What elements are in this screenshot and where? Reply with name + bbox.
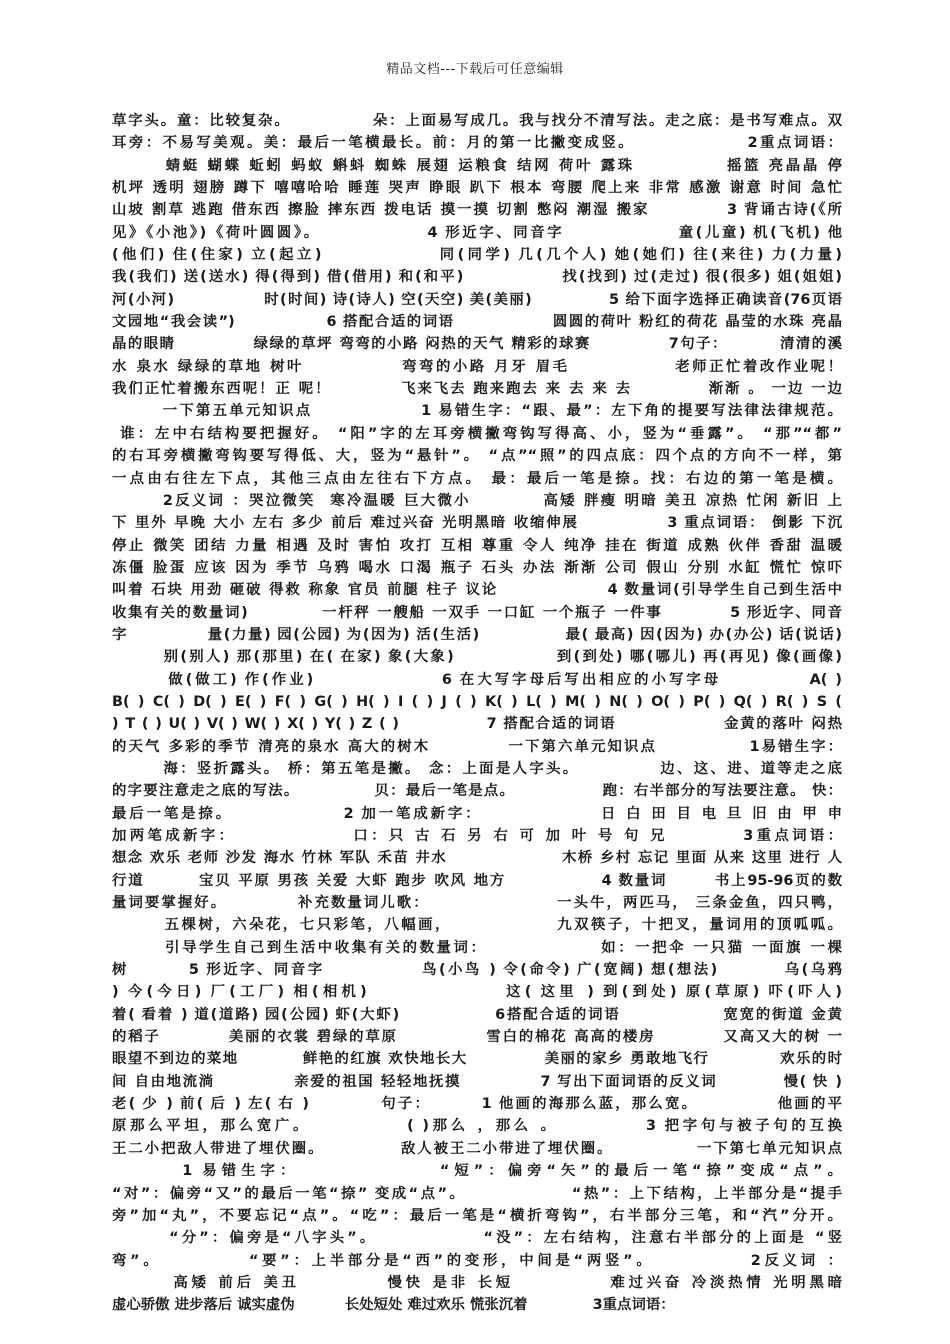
text-line: 晶的眼睛 绿绿的草坪 弯弯的小路 闷热的天气 精彩的球赛 7句子： 清清的溪 [112,336,842,353]
text-line: 的字要注意走之底的写法。 贝：最后一笔是点。 跑：右半部分的写法要注意。 快： [112,783,842,800]
text-line: 一点由右往左下点，其他三点由左往右下方点。 最：最后一笔是捺。找：右边的第一笔是横。 [112,470,842,487]
text-line: 停止 微笑 团结 力量 相遇 及时 害怕 攻打 互相 尊重 令人 纯净 挂在 街道 成熟 伙伴 香甜 温暖 [112,537,842,554]
text-line: B( ) C( ) D( ) E( ) F( ) G( ) H( ) I ( ) J ( ) K( ) L( ) M( ) N( ) O( ) P( ) Q( ) R( ) S ( [112,693,842,710]
text-line: 1 易错生字： “短”：偏旁“矢”的最后一笔“捺”变成“点”。 [112,1163,842,1180]
text-line: 机坪 透明 翅膀 蹲下 嘻嘻哈哈 睡莲 哭声 睁眼 趴下 根本 弯腰 爬上来 非常 感激 谢意 时间 急忙 [112,180,842,197]
text-line: 弯”。 “要”：上半部分是“西”的变形，中间是“两竖”。 2反义词 ： [112,1252,842,1269]
text-line: 间 自由地流淌 亲爱的祖国 轻轻地抚摸 7 写出下面词语的反义词 慢( 快 ) [112,1073,842,1090]
text-line: “对”：偏旁“又”的最后一笔“捺” 变成“点”。 “热”：上下结构，上半部分是“提手 [112,1185,842,1202]
text-line: 收集有关的数量词) 一杆秤 一艘船 一双手 一口缸 一个瓶子 一件事 5 形近字、同音 [112,604,842,621]
text-line: ) 今(今日) 厂(工厂) 相(相机) 这( 这里 ) 到(到处) 原(草原) 吓(吓人) [112,984,842,1001]
text-line: 王二小把敌人带进了埋伏圈。 敌人被王二小带进了埋伏圈。 一下第七单元知识点 [112,1140,842,1157]
text-line: 叫着 石块 用劲 砸破 得救 称象 官员 前腿 柱子 议论 4 数量词(引导学生自己到生活中 [112,582,842,599]
text-line: 草字头。童：比较复杂。 朵：上面易写成几。我与找分不清写法。走之底：是书写难点。双 [112,113,842,129]
text-line: 山坡 割草 逃跑 借东西 擦脸 摔东西 拨电话 摸一摸 切割 憋闷 潮湿 搬家 3 背诵古诗(《所 [112,202,842,219]
text-line: 引导学生自己到生活中收集有关的数量词： 如：一把伞 一只猫 一面旗 一棵 [112,939,842,956]
text-line: 虚心骄傲 进步落后 诚实虚伪 长处短处 难过欢乐 慌张沉着 3重点词语： [112,1297,675,1314]
text-line: 我们正忙着搬东西呢！正 呢！ 飞来飞去 跑来跑去 来 去 来 去 渐渐 。 一边 一边 [112,381,842,398]
page-header: 精品文档---下载后可任意编辑 [386,62,564,77]
text-line: 文园地“我会读”) 6 搭配合适的词语 圆圆的荷叶 粉红的荷花 晶莹的水珠 亮晶 [112,314,842,331]
text-line: 见》《小池》)《荷叶圆圆》。 4 形近字、同音字 童(儿童) 机(飞机) 他 [112,224,842,241]
text-line: 着( 看着 ) 道(道路) 园(公园) 虾(大虾) 6搭配合适的词语 宽宽的街道 金黄 [112,1006,842,1023]
text-line: 水 泉水 绿绿的草地 树叶 弯弯的小路 月牙 眉毛 老师正忙着改作业呢！ [112,358,842,375]
text-line: 行道 宝贝 平原 男孩 关爱 大虾 跑步 吹风 地方 4 数量词 书上95-96页的数 [112,872,842,889]
text-line: 想念 欢乐 老师 沙发 海水 竹林 军队 禾苗 井水 木桥 乡村 忘记 里面 从来 这里 进行 人 [112,850,842,867]
text-line: 五棵树，六朵花，七只彩笔，八幅画， 九双筷子，十把叉，量词用的顶呱呱。 [112,917,842,934]
text-line: 谁：左中右结构要把握好。 “阳”字的左耳旁横撇弯钩写得高、小，竖为“垂露”。 “那”“都” [112,425,842,442]
text-line: 眼望不到边的菜地 鲜艳的红旗 欢快地长大 美丽的家乡 勇敢地飞行 欢乐的时 [112,1051,842,1068]
text-line: 河(小河) 时(时间) 诗(诗人) 空(天空) 美(美丽) 5 给下面字选择正确读音(76页语 [112,291,842,308]
text-line: 树 5 形近字、同音字 鸟(小鸟 ) 令(命令) 广(宽阔) 想(想法) 乌(乌鸦 [112,962,842,979]
text-line: 旁”加“丸”，不要忘记“点”。“吃”：最后一笔是“横折弯钩”，右半部分三笔，和“汽”分开。 [112,1207,842,1224]
text-line: 原那么平坦，那么宽广。 ( )那么 ，那么 。 3 把字句与被子句的互换 [112,1118,842,1135]
text-line: 冻僵 脸蛋 应该 因为 季节 乌鸦 喝水 口渴 瓶子 石头 办法 渐渐 公司 假山 分别 水缸 慌忙 惊吓 [112,559,842,576]
text-line: 高矮 前后 美丑 慢快 是非 长短 难过兴奋 冷淡热情 光明黑暗 [112,1274,842,1291]
text-line: ) T ( ) U( ) V( ) W( ) X( ) Y( ) Z ( ) 7 搭配合适的词语 金黄的落叶 闷热 [112,716,842,733]
text-line: 加两笔成新字： 口：只 古 石 另 右 可 加 叶 号 句 兄 3重点词语： [112,828,842,844]
text-line: 我(我们) 送(送水) 得(得到) 借(借用) 和(和平) 找(找到) 过(走过) 很(很多) 姐(姐姐) [112,269,842,286]
text-line: 最后一笔是捺。 2 加一笔成新字： 日 白 田 目 电 旦 旧 由 甲 申 [112,805,842,822]
text-line: “分”：偏旁是“八字头”。 “没”：左右结构，注意右半部分的上面是 “竖 [112,1230,842,1247]
text-line: 的天气 多彩的季节 清亮的泉水 高大的树木 一下第六单元知识点 1易错生字： [112,738,842,755]
text-line: 字 量(力量) 园(公园) 为(因为) 活(生活) 最( 最高) 因(因为) 办(办公) 话(说话) [112,626,842,643]
text-line: (他们) 住(住家) 立(起立) 同(同学) 几(几个人) 她(她们) 往(来往) 力(力量) [112,247,842,264]
text-line: 2反义词 ：哭泣微笑 寒冷温暖 巨大微小 高矮 胖瘦 明暗 美丑 凉热 忙闲 新旧 上 [112,492,842,509]
text-line: 耳旁：不易写美观。美：最后一笔横最长。前：月的第一比撇变成竖。 2重点词语： [112,135,842,152]
text-line: 别(别人) 那(那里) 在( 在家) 象(大象) 到(到处) 哪(哪儿) 再(再见) 像(画像) [112,649,842,666]
text-line: 海：竖折露头。 桥：第五笔是撇。 念：上面是人字头。 边、这、进、道等走之底 [112,760,842,777]
text-line: 老( 少 ) 前( 后 ) 左( 右 ) 句子： 1 他画的海那么蓝，那么宽。 他画的平 [112,1096,842,1113]
text-line: 下 里外 早晚 大小 左右 多少 前后 难过兴奋 光明黑暗 收缩伸展 3 重点词语： 倒影 下沉 [112,515,842,532]
text-line: 的稻子 美丽的衣裳 碧绿的草原 雪白的棉花 高高的楼房 又高又大的树 一 [112,1029,842,1046]
text-line: 一下第五单元知识点 1 易错生字：“跟、最”：左下角的提要写法律法律规范。 [112,403,842,420]
text-line: 蜻蜓 蝴蝶 蚯蚓 蚂蚁 蝌蚪 蜘蛛 展翅 运粮食 结网 荷叶 露珠 摇篮 亮晶晶 停 [112,157,842,174]
text-line: 量词要掌握好。 补充数量词儿歌： 一头牛，两匹马， 三条金鱼，四只鸭， [112,895,842,912]
text-line: 做(做工) 作(作业) 6 在大写字母后写出相应的小写字母 A( ) [112,671,842,688]
text-line: 的右耳旁横撇弯钩要写得低、大，竖为“悬针”。 “点”“照”的四点底：四个点的方向不一样，第 [112,448,842,465]
document-body [112,110,842,1317]
